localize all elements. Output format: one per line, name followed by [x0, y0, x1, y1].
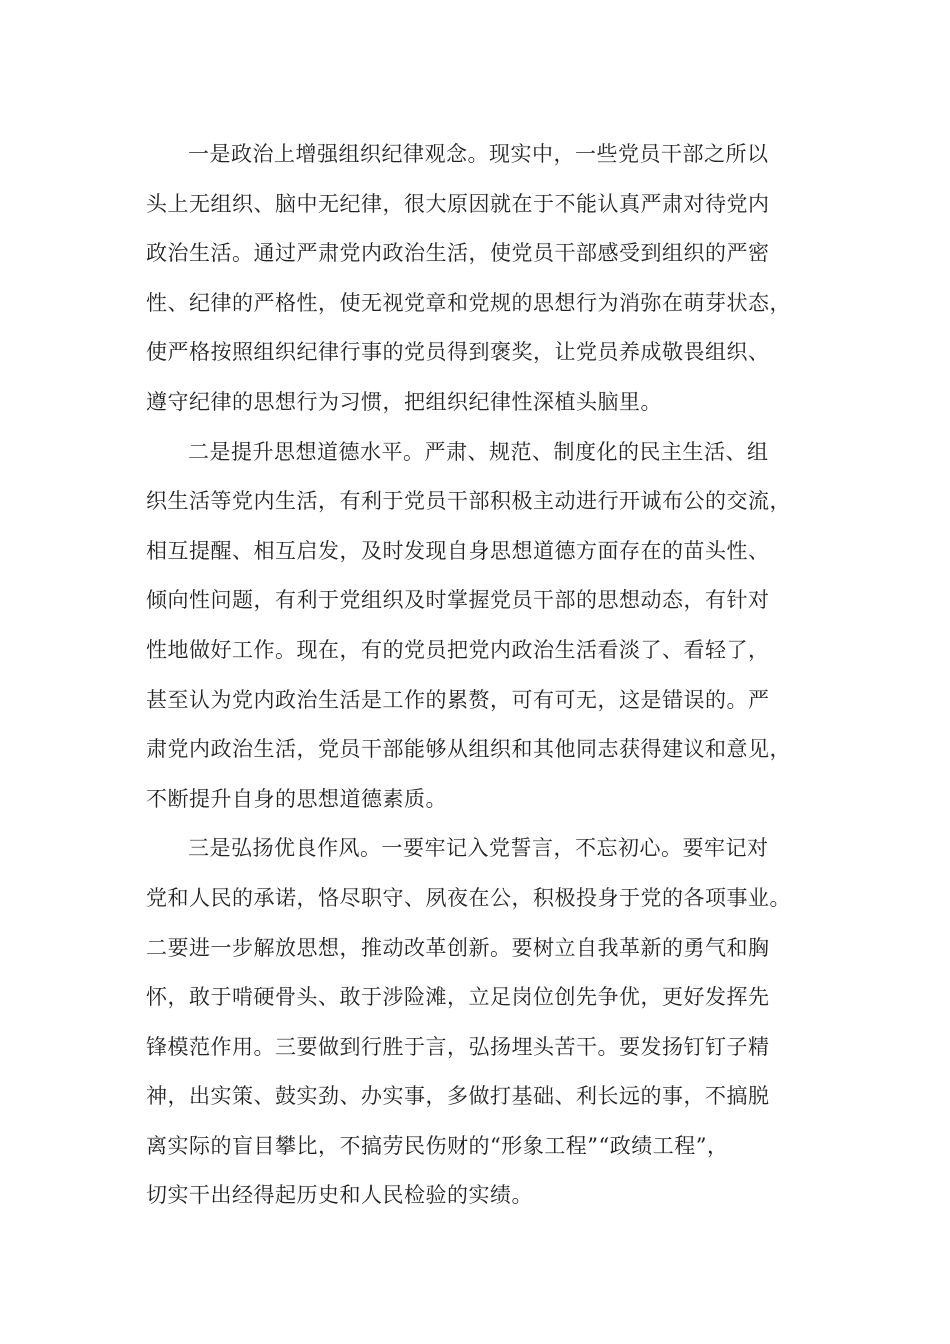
text-line: 使严格按照组织纪律行事的党员得到褒奖，让党员养成敬畏组织、 [146, 340, 770, 365]
text-line: 遵守纪律的思想行为习惯，把组织纪律性深植头脑里。 [146, 389, 662, 414]
text-line: 二要进一步解放思想，推动改革创新。要树立自我革新的勇气和胸 [146, 935, 770, 960]
text-line: 相互提醒、相互启发，及时发现自身思想道德方面存在的苗头性、 [146, 538, 770, 563]
text-line: 神，出实策、鼓实劲、办实事，多做打基础、利长远的事，不搞脱 [146, 1084, 770, 1109]
text-line: 二是提升思想道德水平。严肃、规范、制度化的民主生活、组 [188, 439, 769, 464]
text-line: 一是政治上增强组织纪律观念。现实中，一些党员干部之所以 [188, 142, 769, 166]
paragraph-moral-standards [146, 428, 806, 825]
text-line: 怀，敢于啃硬骨头、敢于涉险滩，立足岗位创先争优，更好发挥先 [146, 985, 770, 1010]
document-body [146, 130, 806, 1221]
paragraph-fine-work-style [146, 824, 806, 1221]
text-line: 不断提升自身的思想道德素质。 [146, 786, 447, 811]
text-line: 甚至认为党内政治生活是工作的累赘，可有可无，这是错误的。严 [146, 687, 770, 712]
text-line: 头上无组织、脑中无纪律，很大原因就在于不能认真严肃对待党内 [146, 191, 770, 216]
text-line: 织生活等党内生活，有利于党员干部积极主动进行开诚布公的交流， [146, 489, 791, 514]
text-line: 肃党内政治生活，党员干部能够从组织和其他同志获得建议和意见， [146, 737, 791, 762]
text-line: 三是弘扬优良作风。一要牢记入党誓言，不忘初心。要牢记对 [188, 836, 769, 861]
text-line: 党和人民的承诺，恪尽职守、夙夜在公，积极投身于党的各项事业。 [146, 885, 791, 910]
text-line: 锋模范作用。三要做到行胜于言，弘扬埋头苦干。要发扬钉钉子精 [146, 1034, 770, 1059]
text-line: 政治生活。通过严肃党内政治生活，使党员干部感受到组织的严密 [146, 241, 770, 266]
text-line: 切实干出经得起历史和人民检验的实绩。 [146, 1183, 533, 1208]
text-line: 性、纪律的严格性，使无视党章和党规的思想行为消弥在萌芽状态， [146, 290, 791, 315]
text-line: 性地做好工作。现在，有的党员把党内政治生活看淡了、看轻了， [146, 637, 770, 662]
text-line: 离实际的盲目攀比，不搞劳民伤财的“形象工程”“政绩工程”， [146, 1133, 729, 1158]
paragraph-organizational-discipline [146, 130, 806, 428]
text-line: 倾向性问题，有利于党组织及时掌握党员干部的思想动态，有针对 [146, 588, 770, 613]
